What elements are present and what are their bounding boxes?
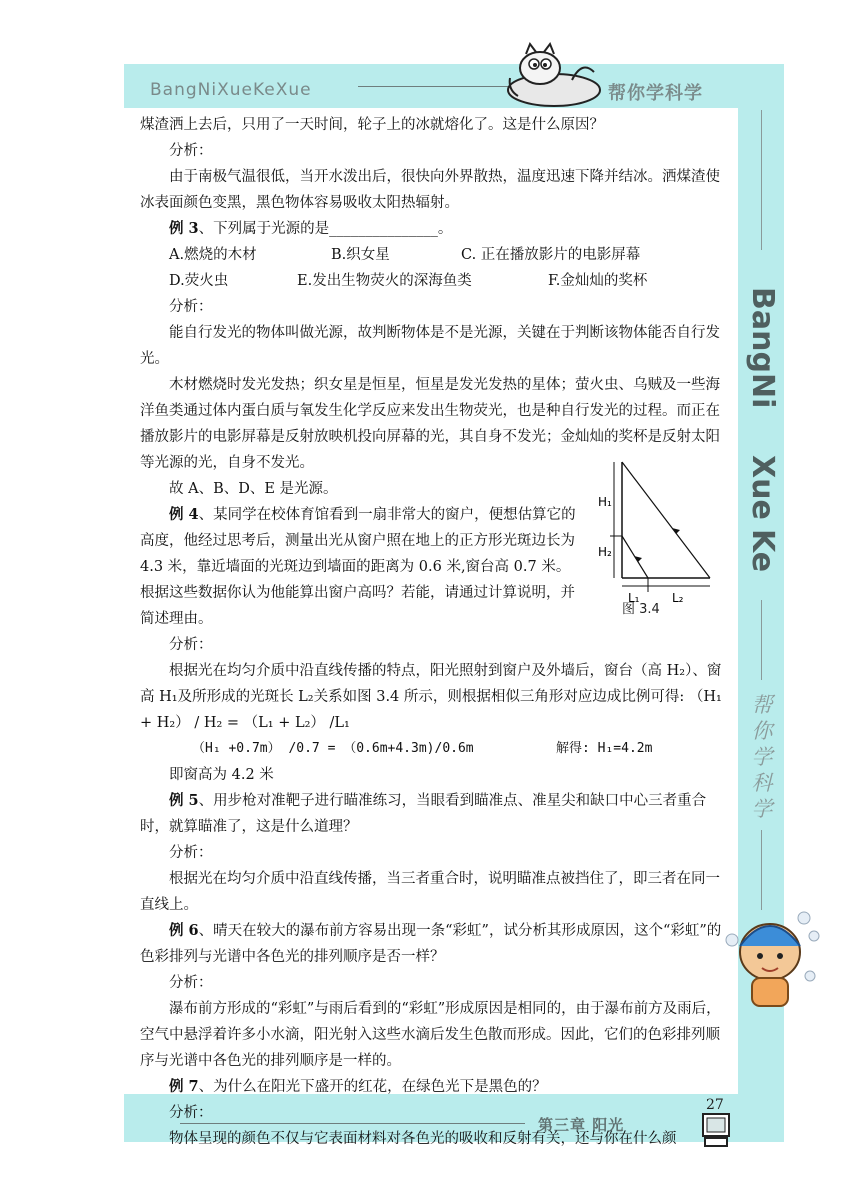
main-content [140, 112, 730, 1152]
paragraph: 由于南极气温很低，当开水泼出后，很快向外界散热，温度迅速下降并结冰。洒煤渣使冰表面颜色变黑，黑色物体容易吸收太阳热辐射。 [140, 169, 720, 211]
header-left-text: BangNiXueKeXue [150, 80, 312, 100]
example-label: 例 7 [169, 1078, 199, 1095]
analysis-label: 分析： [169, 975, 213, 991]
paragraph: 故 A、B、D、E 是光源。 [169, 481, 338, 497]
option-c: C. 正在播放影片的电影屏幕 [461, 247, 641, 263]
option-b: B.织女星 [331, 247, 390, 263]
ray-top [622, 462, 710, 578]
analysis-label: 分析： [169, 143, 213, 159]
option-e: E.发出生物荧火的深海鱼类 [297, 273, 472, 289]
side-cn-char: 帮 [751, 693, 773, 717]
side-divider-top [761, 110, 762, 250]
example-text: 、为什么在阳光下盛开的红花，在绿色光下是黑色的？ [198, 1079, 547, 1095]
example-4 [140, 502, 580, 632]
example-text: 、晴天在较大的瀑布前方容易出现一条“彩虹”，试分析其形成原因，这个“彩虹”的色彩排列与光谱中各色光的排列顺序是否一样？ [140, 923, 722, 965]
side-cn-char: 科 [751, 771, 773, 795]
side-word-ke: Ke [745, 529, 780, 573]
side-word-xue: Xue [745, 455, 780, 520]
label-h2: H₂ [598, 545, 612, 559]
options-row-2 [140, 268, 730, 294]
side-cn-char: 学 [751, 797, 773, 821]
figure-caption: 图 3.4 [622, 602, 660, 617]
label-h1: H₁ [598, 495, 612, 509]
example-label: 例 3 [169, 220, 199, 237]
paragraph: 能自行发光的物体叫做光源，故判断物体是不是光源，关键在于判断该物体能否自行发光。 [140, 325, 720, 367]
analysis-label: 分析： [169, 1105, 213, 1121]
example-6 [140, 918, 730, 970]
header-right-text: 帮你学科学 [608, 83, 703, 104]
paragraph: 物体呈现的颜色不仅与它表面材料对各色光的吸收和反射有关，还与你在什么颜 [169, 1131, 677, 1147]
side-cn-char: 你 [751, 719, 773, 743]
example-label: 例 5 [169, 792, 199, 809]
example-7 [140, 1074, 730, 1100]
analysis-label: 分析： [169, 299, 213, 315]
solve-result: 解得: H₁=4.2m [556, 741, 653, 756]
side-vertical-text [741, 262, 783, 582]
option-a: A.燃烧的木材 [169, 247, 257, 263]
example-5 [140, 788, 730, 840]
formula-line [140, 736, 730, 762]
side-divider-mid [761, 600, 762, 680]
example-label: 例 4 [169, 506, 199, 523]
side-divider-low [761, 830, 762, 910]
example-label: 例 6 [169, 922, 199, 939]
side-word-bang: Bang [745, 287, 780, 373]
side-cn-char: 学 [751, 745, 773, 769]
example-text: 、某同学在校体育馆看到一扇非常大的窗户，便想估算它的高度，他经过思考后，测量出光从窗户照在地上的正方形光斑边长为 4.3 米，靠近墙面的光斑边到墙面的距离为 0.6 米,窗台高 0.7 米。根据这些数据你认为他能算出窗户高吗？若能，请通过计算说明，并简述理由。 [140, 507, 576, 627]
analysis-label: 分析： [169, 845, 213, 861]
example-text: 、下列属于光源的是_______________。 [198, 221, 453, 237]
formula: （H₁ +0.7m） /0.7 = （0.6m+4.3m)/0.6m [192, 741, 474, 756]
paragraph: 根据光在均匀介质中沿直线传播，当三者重合时，说明瞄准点被挡住了，即三者在同一直线上。 [140, 871, 720, 913]
options-row-1 [140, 242, 730, 268]
ray-arrow [634, 556, 642, 562]
figure-3-4 [596, 448, 714, 618]
side-chinese-text [748, 692, 776, 822]
paragraph: 木材燃烧时发光发热；织女星是恒星，恒星是发光发热的星体；萤火虫、乌贼及一些海洋鱼类通过体内蛋白质与氧发生化学反应来发出生物荧光，也是种自行发光的过程。而正在播放影片的电影屏幕是反射放映机投向屏幕的光，其自身不发光；金灿灿的奖杯是反射太阳等光源的光，自身不发光。 [140, 377, 720, 471]
paragraph: 根据光在均匀介质中沿直线传播的特点，阳光照射到窗户及外墙后，窗台（高 H₂）、窗高 H₁及所形成的光斑长 L₂关系如图 3.4 所示，则根据相似三角形对应边成比例可得: （H₁ + H₂） / H₂ = （L₁ + L₂） /L₁ [140, 663, 722, 731]
side-word-ni: Ni [745, 373, 780, 409]
paragraph: 瀑布前方形成的“彩虹”与雨后看到的“彩虹”形成原因是相同的，由于瀑布前方及雨后，空气中悬浮着许多小水滴，阳光射入这些水滴后发生色散而形成。因此，它们的色彩排列顺序与光谱中各色光的排列顺序是一样的。 [140, 1001, 721, 1069]
label-l2: L₂ [672, 591, 684, 605]
label-l1: L₁ [628, 591, 640, 605]
option-d: D.荧火虫 [169, 273, 229, 289]
kid-mascot-icon [722, 906, 822, 1016]
footer-chapter: 第三章 阳光 [538, 1116, 625, 1134]
option-f: F.金灿灿的奖杯 [548, 273, 648, 289]
header-divider [358, 86, 508, 87]
analysis-label: 分析： [169, 637, 213, 653]
example-text: 、用步枪对准靶子进行瞄准练习，当眼看到瞄准点、准星尖和缺口中心三者重合时，就算瞄准了，这是什么道理？ [140, 793, 707, 835]
paragraph: 煤渣洒上去后，只用了一天时间，轮子上的冰就熔化了。这是什么原因？ [140, 117, 604, 133]
paragraph: 即窗高为 4.2 米 [169, 767, 274, 783]
ray-arrow [672, 528, 680, 534]
cat-mascot-icon [500, 40, 608, 110]
page-number: 27 [706, 1097, 724, 1113]
example-3 [140, 216, 730, 242]
